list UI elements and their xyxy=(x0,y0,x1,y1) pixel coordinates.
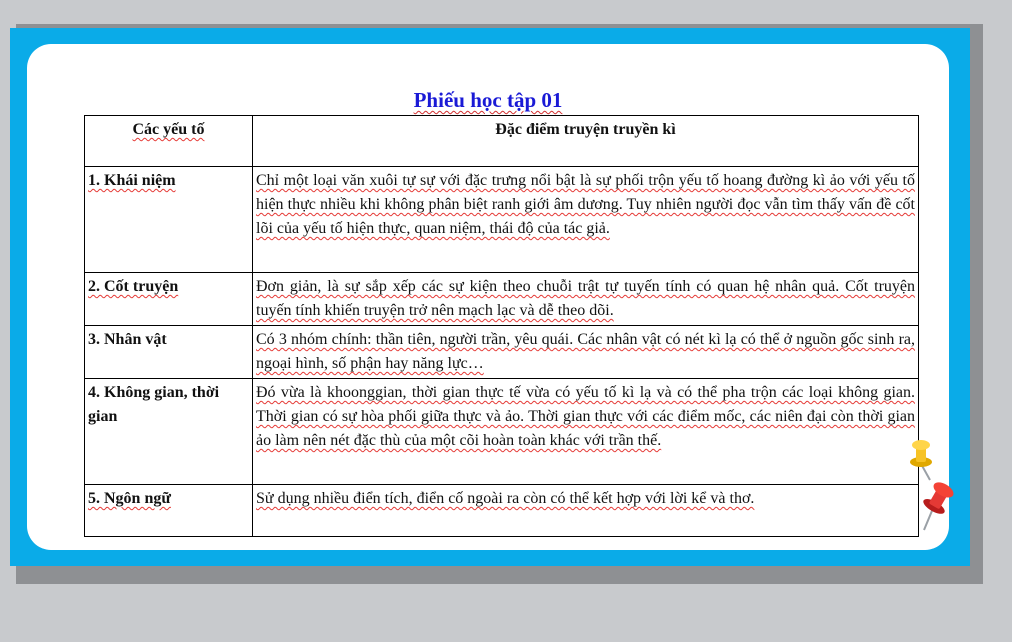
row-text xyxy=(253,485,919,537)
worksheet-title: Phiếu học tập 01 xyxy=(413,88,563,112)
row-label xyxy=(85,167,253,273)
row-label xyxy=(85,326,253,379)
row-text-content: Đó vừa là khoonggian, thời gian thực tế vừa có yếu tố kì lạ và có thể pha trộn các loại không gian. Thời gian có sự hòa phối giữa thực và ảo. Thời gian thực với các điểm mốc, các niên đại còn thời gian ảo làm nên nét đặc thù của một cõi hoàn toàn khác với trần thế. xyxy=(256,384,915,449)
row-label xyxy=(85,379,253,485)
row-text xyxy=(253,167,919,273)
row-label-text: 4. Không gian, thời gian xyxy=(88,384,220,425)
header-label: Đặc điểm truyện truyền kì xyxy=(495,121,676,138)
row-label xyxy=(85,273,253,326)
row-label xyxy=(85,485,253,537)
row-text-content: Chỉ một loại văn xuôi tự sự với đặc trưng nổi bật là sự phối trộn yếu tố hoang đường kì ảo với yếu tố hiện thực nhiều khi không phân biệt ranh giới âm dương. Tuy nhiên người đọc vẫn tìm thấy vấn đề cốt lõi của yếu tố hiện thực, quan niệm, thái độ của tác giả. xyxy=(256,172,915,237)
table-row xyxy=(85,326,919,379)
row-text-content: Sử dụng nhiều điển tích, điển cố ngoài ra còn có thể kết hợp với lời kể và thơ. xyxy=(256,490,755,507)
table-header-row xyxy=(85,116,919,167)
row-text xyxy=(253,379,919,485)
pushpin-red-icon xyxy=(918,476,960,534)
table-row xyxy=(85,379,919,485)
row-label-text: 3. Nhân vật xyxy=(88,331,167,348)
header-cell-characteristics xyxy=(253,116,919,167)
row-text xyxy=(253,273,919,326)
row-label-text: 1. Khái niệm xyxy=(88,172,176,189)
table-row xyxy=(85,167,919,273)
table-row xyxy=(85,273,919,326)
worksheet-table[interactable] xyxy=(84,115,919,537)
header-cell-factors xyxy=(85,116,253,167)
row-text xyxy=(253,326,919,379)
header-label: Các yếu tố xyxy=(132,121,205,138)
row-label-text: 5. Ngôn ngữ xyxy=(88,490,171,507)
row-label-text: 2. Cốt truyện xyxy=(88,278,179,295)
table-row xyxy=(85,485,919,537)
slide-frame[interactable] xyxy=(10,28,970,566)
row-text-content: Đơn giản, là sự sắp xếp các sự kiện theo chuỗi trật tự tuyến tính có quan hệ nhân quả. Cốt truyện tuyến tính khiến truyện trở nên mạch lạc và dễ theo dõi. xyxy=(256,278,915,319)
row-text-content: Có 3 nhóm chính: thần tiên, người trần, yêu quái. Các nhân vật có nét kì lạ có thể ở nguồn gốc sinh ra, ngoại hình, số phận hay năng lực… xyxy=(256,331,915,372)
